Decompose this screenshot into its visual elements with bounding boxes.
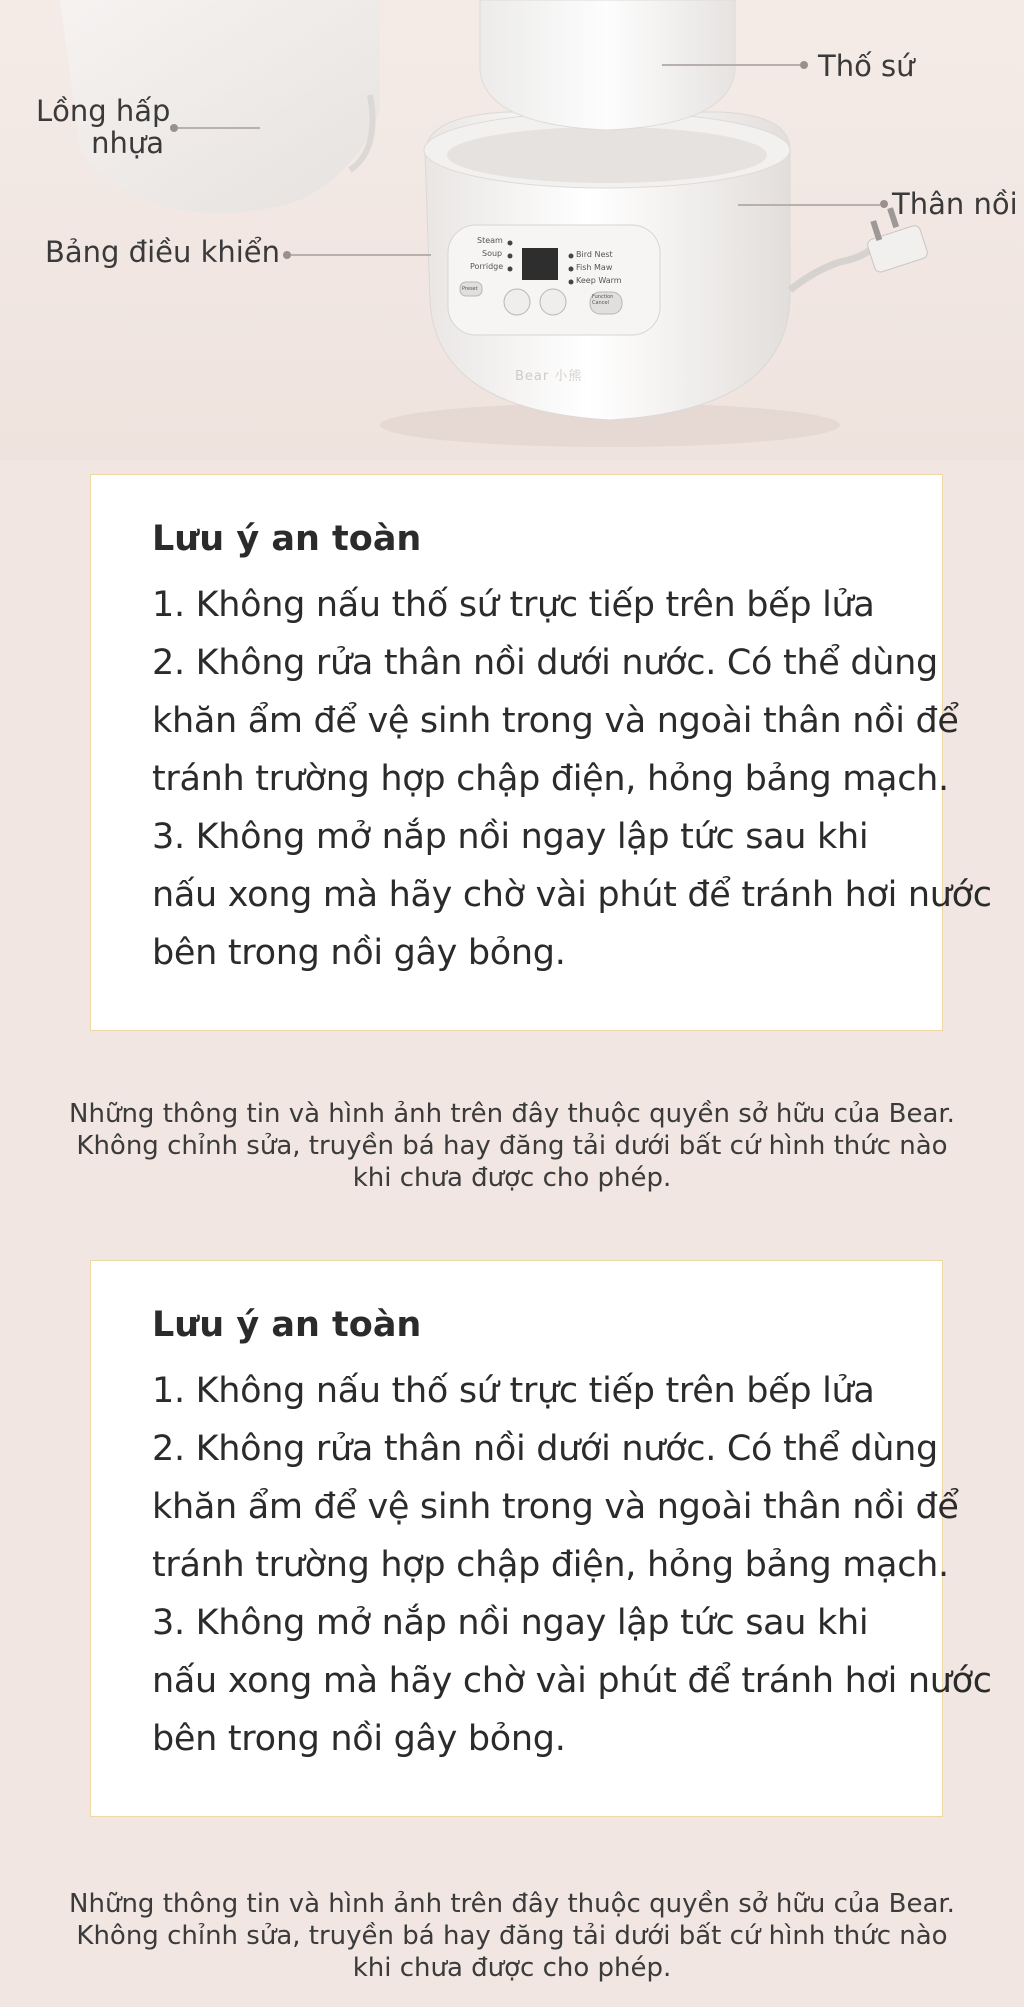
copyright-notice: [0, 1098, 1024, 1194]
notice-line: khi chưa được cho phép.: [352, 1953, 672, 1983]
safety-title: Lưu ý an toàn: [152, 1305, 422, 1345]
panel-steam-label: Steam: [477, 236, 503, 245]
panel-fish-maw-label: Fish Maw: [576, 263, 613, 272]
callout-steamer: Lồng hấp nhựa: [36, 94, 171, 160]
safety-card: [90, 1260, 992, 1817]
panel-preset-label: Preset: [462, 286, 478, 292]
safety-line: khăn ẩm để vệ sinh trong và ngoài thân nồi để: [152, 701, 959, 741]
panel-bird-nest-label: Bird Nest: [576, 250, 613, 259]
callout-dot-panel: [283, 251, 291, 259]
notice-line: Không chỉnh sửa, truyền bá hay đăng tải dưới bất cứ hình thức nào: [76, 1131, 948, 1161]
panel-porridge-label: Porridge: [470, 262, 504, 271]
callout-dot-steamer: [170, 124, 178, 132]
notice-line: Không chỉnh sửa, truyền bá hay đăng tải dưới bất cứ hình thức nào: [76, 1921, 948, 1951]
safety-line: khăn ẩm để vệ sinh trong và ngoài thân nồi để: [152, 1487, 959, 1527]
safety-line: tránh trường hợp chập điện, hỏng bảng mạch.: [152, 1545, 949, 1585]
leader-panel: [291, 254, 431, 256]
brand-logo: Bear 小熊: [515, 369, 583, 384]
notice-line: Những thông tin và hình ảnh trên đây thuộc quyền sở hữu của Bear.: [69, 1099, 955, 1129]
safety-title: Lưu ý an toàn: [152, 519, 422, 559]
safety-line: 1. Không nấu thố sứ trực tiếp trên bếp lửa: [152, 1371, 875, 1411]
panel-function-cancel-label: Function Cancel: [592, 294, 614, 306]
callout-pot: Thố sứ: [818, 49, 915, 83]
notice-line: khi chưa được cho phép.: [352, 1163, 672, 1193]
panel-soup-label: Soup: [482, 249, 503, 258]
safety-line: tránh trường hợp chập điện, hỏng bảng mạch.: [152, 759, 949, 799]
callout-body: Thân nồi: [892, 187, 1018, 221]
notice-line: Những thông tin và hình ảnh trên đây thuộc quyền sở hữu của Bear.: [69, 1889, 955, 1919]
safety-line: nấu xong mà hãy chờ vài phút để tránh hơi nước: [152, 875, 992, 915]
safety-line: 2. Không rửa thân nồi dưới nước. Có thể dùng: [152, 1429, 938, 1469]
callout-dot-pot: [800, 61, 808, 69]
safety-line: 2. Không rửa thân nồi dưới nước. Có thể dùng: [152, 643, 938, 683]
safety-line: nấu xong mà hãy chờ vài phút để tránh hơi nước: [152, 1661, 992, 1701]
panel-keep-warm-label: Keep Warm: [576, 276, 622, 285]
callout-dot-body: [880, 200, 888, 208]
safety-line: bên trong nồi gây bỏng.: [152, 1719, 566, 1759]
copyright-notice: [0, 1888, 1024, 1984]
safety-line: bên trong nồi gây bỏng.: [152, 933, 566, 973]
product-diagram: [0, 0, 1024, 460]
leader-pot: [662, 64, 800, 66]
safety-line: 1. Không nấu thố sứ trực tiếp trên bếp lửa: [152, 585, 875, 625]
leader-body: [738, 204, 880, 206]
callout-panel: Bảng điều khiển: [45, 235, 281, 269]
leader-steamer: [178, 127, 260, 129]
safety-line: 3. Không mở nắp nồi ngay lập tức sau khi: [152, 1603, 869, 1643]
safety-card: [90, 474, 992, 1031]
safety-line: 3. Không mở nắp nồi ngay lập tức sau khi: [152, 817, 869, 857]
